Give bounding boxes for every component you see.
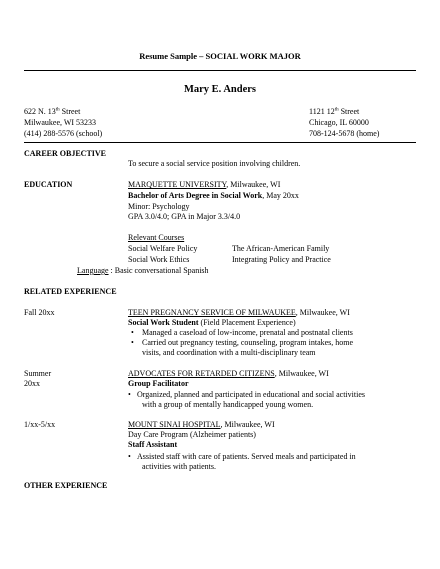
address-right-city: Chicago, IL 60000 bbox=[309, 118, 369, 127]
job-bullet: Managed a caseload of low-income, prenatal and postnatal clients bbox=[142, 328, 353, 337]
course-item: Integrating Policy and Practice bbox=[232, 255, 331, 264]
bullet-icon: • bbox=[131, 328, 134, 337]
job-title: Staff Assistant bbox=[128, 440, 178, 449]
job-bullet: Organized, planned and participated in educational and social activities bbox=[137, 390, 365, 399]
bullet-icon: • bbox=[128, 390, 131, 399]
header-rule bbox=[24, 70, 416, 71]
education-degree: Bachelor of Arts Degree in Social Work, May 20xx bbox=[128, 191, 299, 200]
address-right-street: 1121 12th Street bbox=[309, 107, 360, 116]
bullet-icon: • bbox=[128, 452, 131, 461]
address-rule bbox=[24, 142, 416, 143]
address-left-phone: (414) 288-5576 (school) bbox=[24, 129, 103, 138]
education-heading: EDUCATION bbox=[24, 180, 73, 189]
job-bullet: Carried out pregnancy testing, counseling, program intakes, home bbox=[142, 338, 354, 347]
career-objective-heading: CAREER OBJECTIVE bbox=[24, 149, 107, 158]
job-bullet-continuation: visits, and coordination with a multi-disciplinary team bbox=[142, 348, 316, 357]
related-experience-heading: RELATED EXPERIENCE bbox=[24, 287, 117, 296]
course-item: Social Work Ethics bbox=[128, 255, 190, 264]
job-title: Social Work Student (Field Placement Experience) bbox=[128, 318, 296, 327]
address-left-street: 622 N. 13th Street bbox=[24, 107, 81, 116]
relevant-courses-label: Relevant Courses bbox=[128, 233, 185, 242]
other-experience-heading: OTHER EXPERIENCE bbox=[24, 481, 108, 490]
career-objective-text: To secure a social service position involving children. bbox=[128, 159, 301, 168]
job-date: Fall 20xx bbox=[24, 308, 55, 317]
applicant-name: Mary E. Anders bbox=[183, 84, 257, 95]
education-gpa: GPA 3.0/4.0; GPA in Major 3.3/4.0 bbox=[128, 212, 241, 221]
education-minor: Minor: Psychology bbox=[128, 202, 190, 211]
job-organization: ADVOCATES FOR RETARDED CITIZENS, Milwaukee, WI bbox=[128, 369, 329, 378]
address-right-phone: 708-124-5678 (home) bbox=[309, 129, 380, 138]
address-left-city: Milwaukee, WI 53233 bbox=[24, 118, 97, 127]
job-date-year: 20xx bbox=[24, 379, 40, 388]
course-item: Social Welfare Policy bbox=[128, 244, 198, 253]
language-line: Language : Basic conversational Spanish bbox=[77, 266, 209, 275]
document-title: Resume Sample – SOCIAL WORK MAJOR bbox=[139, 51, 301, 61]
job-bullet-continuation: activities with patients. bbox=[142, 462, 216, 471]
education-school: MARQUETTE UNIVERSITY, Milwaukee, WI bbox=[128, 180, 281, 189]
job-organization: TEEN PREGNANCY SERVICE OF MILWAUKEE, Milwaukee, WI bbox=[128, 308, 350, 317]
job-date: Summer bbox=[24, 369, 52, 378]
job-organization: MOUNT SINAI HOSPITAL, Milwaukee, WI bbox=[128, 420, 275, 429]
job-program: Day Care Program (Alzheimer patients) bbox=[128, 430, 256, 439]
course-item: The African-American Family bbox=[232, 244, 330, 253]
job-title: Group Facilitator bbox=[128, 379, 189, 388]
job-bullet-continuation: with a group of mentally handicapped young women. bbox=[142, 400, 314, 409]
job-bullet: Assisted staff with care of patients. Served meals and participated in bbox=[137, 452, 356, 461]
bullet-icon: • bbox=[131, 338, 134, 347]
job-date: 1/xx-5/xx bbox=[24, 420, 56, 429]
